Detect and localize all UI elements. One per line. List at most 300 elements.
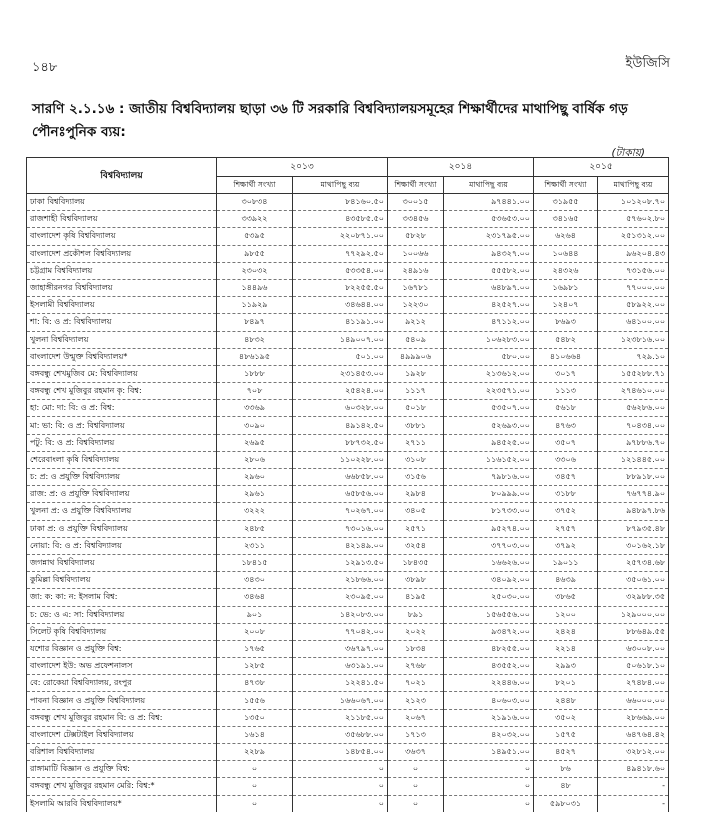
cost-2014: ৯৭৪৪১.০০: [444, 194, 534, 211]
students-2013: ২৯৬১: [217, 486, 293, 503]
students-2013: ২৩০৩২: [217, 262, 293, 279]
cost-2014: ৫৩৫০৭.০০: [444, 400, 534, 417]
university-name: বঙ্গবন্ধু শেখ মুজিবুর রহমান কৃ: বিশ্ব:: [27, 383, 217, 400]
table-row: [27, 537, 669, 554]
table-row: [27, 692, 669, 709]
students-2013: ১১৯২৯: [217, 297, 293, 314]
university-name: জাহাঙ্গীরনগর বিশ্ববিদ্যালয়: [27, 279, 217, 296]
students-2014: ৩৮৯৮: [388, 572, 444, 589]
students-2015: ১২৪০৭: [534, 297, 598, 314]
table-row: [27, 228, 669, 245]
table-row: [27, 709, 669, 726]
students-2013: ২৪৮৫: [217, 520, 293, 537]
university-name: ঢাকা বিশ্ববিদ্যালয়: [27, 194, 217, 211]
cost-2014: ৫২৬৯৩.০০: [444, 417, 534, 434]
table-row: [27, 726, 669, 743]
students-2013: ৩০৯০: [217, 417, 293, 434]
students-2014: ১৯২৮: [388, 365, 444, 382]
header-students: শিক্ষার্থী সংখ্যা: [217, 177, 293, 194]
cost-2015: ৯৬২০৪.৪৩: [598, 245, 669, 262]
cost-2014: ২৫০৩০.০০: [444, 589, 534, 606]
cost-2014: ৮০৯৯৯.০০: [444, 486, 534, 503]
table-body: [27, 194, 669, 812]
cost-2013: ২৩১৪৫৩.০০: [293, 365, 388, 382]
university-name: বাংলাদেশ প্রকৌশল বিশ্ববিদ্যালয়: [27, 245, 217, 262]
students-2013: ২৯৬০: [217, 469, 293, 486]
cost-2013: ৩৬৭৯৭.০০: [293, 640, 388, 657]
students-2015: ১১১৩: [534, 383, 598, 400]
cost-2014: ৯৪৩২৭.০০: [444, 245, 534, 262]
university-name: জগন্নাথ বিশ্ববিদ্যালয়: [27, 554, 217, 571]
university-name: বঙ্গবন্ধু শেখমুজিব মে: বিশ্ববিদ্যালয়: [27, 365, 217, 382]
students-2014: ৪১৯৫: [388, 589, 444, 606]
cost-2014: ০: [444, 761, 534, 778]
cost-2015: ২৫৭৩৪.৬৮: [598, 554, 669, 571]
students-2013: ১৮৮৮: [217, 365, 293, 382]
university-name: রাজ: প্র: ও প্রযুক্তি বিশ্ববিদ্যালয়: [27, 486, 217, 503]
table-row: [27, 331, 669, 348]
table-row: [27, 245, 669, 262]
students-2014: ৩২৫৪: [388, 537, 444, 554]
cost-2014: ৪৭১১২.০০: [444, 314, 534, 331]
students-2013: ৯৮৫৫: [217, 245, 293, 262]
university-name: বঙ্গবন্ধু শেখ মুজিবুর রহমান বি: ও প্র: বিশ্ব:: [27, 709, 217, 726]
students-2014: ৭০২১: [388, 675, 444, 692]
students-2013: ৮৪৯৭: [217, 314, 293, 331]
students-2015: ৩০১৭: [534, 365, 598, 382]
students-2014: ০: [388, 761, 444, 778]
cost-2014: ৬৪৮৯৭.০০: [444, 279, 534, 296]
cost-2013: ১৬৬০৬৭.০০: [293, 692, 388, 709]
cost-2013: ১৪২০৮৩.০০: [293, 606, 388, 623]
students-2013: ১৮৪১৫: [217, 554, 293, 571]
students-2014: ০: [388, 795, 444, 812]
header-year-2015: ২০১৫: [534, 158, 669, 177]
cost-2014: ২২৩৫৭১.০০: [444, 383, 534, 400]
cost-2015: ২৭৪৮৪.০০: [598, 675, 669, 692]
table-row: [27, 795, 669, 812]
table-row: [27, 279, 669, 296]
students-2014: ৫৮২৮: [388, 228, 444, 245]
university-name: বঙ্গবন্ধু শেখ মুজিবুর রহমান মেরি: বিশ্ব:*: [27, 778, 217, 795]
cost-2014: ৪৮২৫৫.০০: [444, 640, 534, 657]
students-2013: ৩৩৯২২: [217, 211, 293, 228]
cost-2015: ১৫৫২৮৮.৭১: [598, 365, 669, 382]
table-row: [27, 572, 669, 589]
cost-2013: ২১১৮৫.০০: [293, 709, 388, 726]
header-students: শিক্ষার্থী সংখ্যা: [534, 177, 598, 194]
cost-2015: ৬৬০০০.০০: [598, 692, 669, 709]
university-name: মা: ভা: বি: ও প্র: বিশ্ববিদ্যালয়: [27, 417, 217, 434]
university-name: রাজশাহী বিশ্ববিদ্যালয়: [27, 211, 217, 228]
cost-2014: ৫৮০.০০: [444, 348, 534, 365]
university-name: চট্টগ্রাম বিশ্ববিদ্যালয়: [27, 262, 217, 279]
students-2013: ৯০১: [217, 606, 293, 623]
cost-2014: ৭৯৮১৬.০০: [444, 469, 534, 486]
table-row: [27, 434, 669, 451]
cost-2015: ৮৭৯৩৫.৪৮: [598, 520, 669, 537]
students-2015: ৩৮৬৫: [534, 589, 598, 606]
students-2014: ২০২২: [388, 623, 444, 640]
table-row: [27, 314, 669, 331]
university-name: শা: বি: ও প্র: বিশ্ববিদ্যালয়: [27, 314, 217, 331]
students-2014: ২৭৬৮: [388, 658, 444, 675]
students-2014: ১৭১৩: [388, 726, 444, 743]
students-2015: ৮৬: [534, 761, 598, 778]
cost-2014: ৮১৭৩৩.০০: [444, 503, 534, 520]
cost-2015: ৫৭৬০২.৮০: [598, 211, 669, 228]
cost-2014: ০: [444, 778, 534, 795]
students-2015: ২৪৩২৬: [534, 262, 598, 279]
students-2013: ১৫৫৬: [217, 692, 293, 709]
header-year-2014: ২০১৪: [388, 158, 534, 177]
students-2015: ১৬৯৮১: [534, 279, 598, 296]
table-row: [27, 640, 669, 657]
students-2013: ১২৮৫: [217, 658, 293, 675]
cost-2013: ৫৩৩৫৪.০০: [293, 262, 388, 279]
students-2015: ৫৬১৮: [534, 400, 598, 417]
students-2015: ১৫৭৫: [534, 726, 598, 743]
students-2013: ৪৮৬১৯৫: [217, 348, 293, 365]
students-2013: ৩৪৩০: [217, 572, 293, 589]
students-2015: ৩৪৫৭: [534, 469, 598, 486]
table-row: [27, 503, 669, 520]
students-2013: ৪৭৩৮: [217, 675, 293, 692]
students-2013: ৭০৮: [217, 383, 293, 400]
students-2014: ১৮৩৪: [388, 640, 444, 657]
cost-2014: ৩৭৭০৩.০০: [444, 537, 534, 554]
cost-2013: ৩৫৬৮৮.০০: [293, 726, 388, 743]
cost-2015: -: [598, 778, 669, 795]
cost-2015: ৫৮৯২২.০০: [598, 297, 669, 314]
cost-2014: ৯৪৫২৫.০০: [444, 434, 534, 451]
university-name: বাংলাদেশ কৃষি বিশ্ববিদ্যালয়: [27, 228, 217, 245]
cost-2013: ৮৪১৬০.৫০: [293, 194, 388, 211]
students-2014: ১৮৪৩৫: [388, 554, 444, 571]
students-2015: ৮২০১: [534, 675, 598, 692]
cost-2013: ৪১১৯১.০০: [293, 314, 388, 331]
unit-label: (টাকায়): [611, 147, 645, 159]
university-name: শেরেবাংলা কৃষি বিশ্ববিদ্যালয়: [27, 451, 217, 468]
students-2015: ৩১৮৮: [534, 486, 598, 503]
students-2015: ২৪৪৮: [534, 692, 598, 709]
students-2014: ৩৩৪৫৬: [388, 211, 444, 228]
cost-2015: ৪৯৪১৮.৬০: [598, 761, 669, 778]
header-cost: মাথাপিছু ব্যয়: [444, 177, 534, 194]
cost-2015: ১২৩৮১৬.০০: [598, 331, 669, 348]
students-2015: ১৯০১১: [534, 554, 598, 571]
table-row: [27, 554, 669, 571]
university-name: ইসলামী বিশ্ববিদ্যালয়: [27, 297, 217, 314]
students-2014: ২৭১১: [388, 434, 444, 451]
students-2013: ১৩৫০: [217, 709, 293, 726]
cost-2015: ১২১৪৪৫.০০: [598, 451, 669, 468]
table-row: [27, 400, 669, 417]
students-2014: ১৬৭৮১: [388, 279, 444, 296]
students-2014: ৩০০১৫: [388, 194, 444, 211]
university-name: খুলনা বিশ্ববিদ্যালয়: [27, 331, 217, 348]
table-row: [27, 262, 669, 279]
students-2013: ২৩১১: [217, 537, 293, 554]
table-row: [27, 520, 669, 537]
cost-2013: ৬০৩২৮.০০: [293, 400, 388, 417]
table-row: [27, 365, 669, 382]
cost-2015: ৬৪১০০.০০: [598, 314, 669, 331]
cost-2015: ৮৮৬৪৯.৫৫: [598, 623, 669, 640]
students-2015: ৪১০৬৬৪: [534, 348, 598, 365]
cost-2013: ১৪৮৫৪.০০: [293, 744, 388, 761]
cost-2015: ২৭৪৬১০.০০: [598, 383, 669, 400]
table-row: [27, 778, 669, 795]
cost-2014: ৪৩৫৫২.০০: [444, 658, 534, 675]
cost-2014: ১০৬২৮৩.০০: [444, 331, 534, 348]
cost-2015: ৬৪৭৬৪.৪২: [598, 726, 669, 743]
university-name: ইসলামি আরবি বিশ্ববিদ্যালয়*: [27, 795, 217, 812]
cost-2014: ১১৬১৫২.০০: [444, 451, 534, 468]
cost-2013: ১২২৪১.৫০: [293, 675, 388, 692]
cost-2015: ৩২৯৮৮.৩৫: [598, 589, 669, 606]
university-name: চ: ভে: ও এ: সা: বিশ্ববিদ্যালয়: [27, 606, 217, 623]
university-name: রাঙ্গামাটি বিজ্ঞান ও প্রযুক্তি বিশ্ব:: [27, 761, 217, 778]
students-2015: ৪৭৬৩: [534, 417, 598, 434]
cost-2015: ৫৬২৮৬.০০: [598, 400, 669, 417]
students-2013: ২৬৯৫: [217, 434, 293, 451]
cost-2014: ২৩১৭৯৫.০০: [444, 228, 534, 245]
students-2015: ১২০০: [534, 606, 598, 623]
students-2013: ১৭৬৫: [217, 640, 293, 657]
table-row: [27, 606, 669, 623]
cost-2015: ৯৭৮৮৬.৭০: [598, 434, 669, 451]
cost-2013: ৭০২৬৭.০০: [293, 503, 388, 520]
students-2015: ৮৬৯৩: [534, 314, 598, 331]
cost-2013: ৮২২৫৫.৫০: [293, 279, 388, 296]
students-2015: ৩৭৯২: [534, 537, 598, 554]
students-2015: ২৯৯৩: [534, 658, 598, 675]
cost-2013: ৬৬৮৫৮.০০: [293, 469, 388, 486]
cost-2013: ৪৯১৪২.৫০: [293, 417, 388, 434]
students-2014: ৩৪০৫: [388, 503, 444, 520]
students-2013: ০: [217, 761, 293, 778]
students-2013: ৩৩৬৯: [217, 400, 293, 417]
cost-2015: ৩২৮১২.০০: [598, 744, 669, 761]
cost-2013: ৬৩১৯১.০০: [293, 658, 388, 675]
university-name: খুলনা প্র: ও প্রযুক্তি বিশ্ববিদ্যালয়: [27, 503, 217, 520]
cost-2015: -: [598, 795, 669, 812]
header-cost: মাথাপিছু ব্যয়: [293, 177, 388, 194]
table-row: [27, 348, 669, 365]
students-2014: ৩১০৮: [388, 451, 444, 468]
students-2013: ৩২২২: [217, 503, 293, 520]
students-2014: ২৫৭১: [388, 520, 444, 537]
university-name: কুমিল্লা বিশ্ববিদ্যালয়: [27, 572, 217, 589]
university-name: বাংলাদেশ টেক্সটাইল বিশ্ববিদ্যালয়: [27, 726, 217, 743]
cost-2013: ৪৩৫৮৫.৫০: [293, 211, 388, 228]
cost-2013: ০: [293, 795, 388, 812]
cost-2015: ৩৫০৬১.০০: [598, 572, 669, 589]
students-2015: ২২১৪: [534, 640, 598, 657]
cost-2014: ৯৩৪৭২.০০: [444, 623, 534, 640]
university-name: পাবনা বিজ্ঞান ও প্রযুক্তি বিশ্ববিদ্যালয়: [27, 692, 217, 709]
table-row: [27, 297, 669, 314]
cost-2014: ৪২০৩২.০০: [444, 726, 534, 743]
students-2015: ৩৫০৭: [534, 434, 598, 451]
students-2015: ৫৪৮২: [534, 331, 598, 348]
students-2013: ৩৪৬৪: [217, 589, 293, 606]
students-2015: ৩৩০৬: [534, 451, 598, 468]
cost-2013: ৮৮৭৩২.৫০: [293, 434, 388, 451]
table-row: [27, 589, 669, 606]
page-number: ১৪৮: [32, 60, 58, 75]
university-name: পটু: বি: ও প্র: বিশ্ববিদ্যালয়: [27, 434, 217, 451]
students-2015: ৪৮: [534, 778, 598, 795]
students-2013: ৩০৮৩৪: [217, 194, 293, 211]
table-row: [27, 486, 669, 503]
cost-2013: ৪২১৪৯.০০: [293, 537, 388, 554]
university-name: হা: মো: দা: বি: ও প্র: বিশ্ব:: [27, 400, 217, 417]
header-students: শিক্ষার্থী সংখ্যা: [388, 177, 444, 194]
students-2014: ২০৬৭: [388, 709, 444, 726]
table-row: [27, 451, 669, 468]
cost-2014: ৯৫২৭৪.০০: [444, 520, 534, 537]
students-2015: ৫৯৮০৩১: [534, 795, 598, 812]
table-row: [27, 623, 669, 640]
students-2014: ৩৮৮১: [388, 417, 444, 434]
cost-2014: ২১৯১৬.০০: [444, 709, 534, 726]
header-year-2013: ২০১৩: [217, 158, 388, 177]
table-caption: সারণি ২.১.১৬ : জাতীয় বিশ্ববিদ্যালয় ছাড়া ৩৬ টি সরকারি বিশ্ববিদ্যালয়সমূহের শিক্ষার্থীদের মাথাপিছু বার্ষিক গড় পৌনঃপুনিক ব্যয়:: [32, 101, 628, 140]
cost-2015: ৯৪৮৯৭.৮৬: [598, 503, 669, 520]
data-table: [26, 157, 669, 812]
cost-2014: ৪২৫২৭.০০: [444, 297, 534, 314]
students-2013: ৫৩৯৫: [217, 228, 293, 245]
cost-2015: ৭৭০০০.০০: [598, 279, 669, 296]
students-2014: ১১১৭: [388, 383, 444, 400]
cost-2015: ৩০১৬২.১৮: [598, 537, 669, 554]
university-name: নোয়া: বি: ও প্র: বিশ্ববিদ্যালয়: [27, 537, 217, 554]
students-2014: ২৪৯১৬: [388, 262, 444, 279]
cost-2014: ৫৩৬৫৩.০০: [444, 211, 534, 228]
table-row: [27, 469, 669, 486]
cost-2014: ১৪৯৫১.০০: [444, 744, 534, 761]
cost-2014: ২১৩৬১২.০০: [444, 365, 534, 382]
students-2014: ৫৪০৯: [388, 331, 444, 348]
cost-2013: ০: [293, 761, 388, 778]
cost-2015: ৭০৪৩৪.০০: [598, 417, 669, 434]
cost-2013: ৩৪৬৪৪.০০: [293, 297, 388, 314]
cost-2014: ৫৫৫৮২.০০: [444, 262, 534, 279]
students-2013: ০: [217, 778, 293, 795]
cost-2015: ১০১২০৮.৭০: [598, 194, 669, 211]
students-2015: ৩১৯৫৫: [534, 194, 598, 211]
cost-2013: ৭৭০৪২.০০: [293, 623, 388, 640]
students-2014: ২১২৩: [388, 692, 444, 709]
cost-2013: ২৫৪২৪.০০: [293, 383, 388, 400]
cost-2014: ৩৪০৯২.০০: [444, 572, 534, 589]
cost-2014: ১৬৬২৬.০০: [444, 554, 534, 571]
cost-2015: ৫০৬১৮.১০: [598, 658, 669, 675]
students-2013: ৪৮৩২: [217, 331, 293, 348]
cost-2013: ১১০২২৮.০০: [293, 451, 388, 468]
university-name: বাংলাদেশ ইউ: অভ প্রফেশনালস: [27, 658, 217, 675]
cost-2015: ৭৬৭৭৪.৯০: [598, 486, 669, 503]
students-2013: ১৬১৪: [217, 726, 293, 743]
table-row: [27, 658, 669, 675]
cost-2013: ৭৭২৯২.৫০: [293, 245, 388, 262]
cost-2015: ১২৯০০০.০০: [598, 606, 669, 623]
university-name: যশোর বিজ্ঞান ও প্রযুক্তি বিশ্ব:: [27, 640, 217, 657]
students-2013: ০: [217, 795, 293, 812]
cost-2015: ৭২৯.১০: [598, 348, 669, 365]
cost-2013: ৬৫৮৫৬.০০: [293, 486, 388, 503]
students-2015: ৪৬৩৯: [534, 572, 598, 589]
university-name: সিলেট কৃষি বিশ্ববিদ্যালয়: [27, 623, 217, 640]
table-row: [27, 417, 669, 434]
students-2013: ২৮০৬: [217, 451, 293, 468]
org-header: ইউজিসি: [625, 56, 670, 71]
cost-2014: ০: [444, 795, 534, 812]
university-name: জা: ক: কা: ন: ইসলাম বিশ্ব:: [27, 589, 217, 606]
table-row: [27, 675, 669, 692]
students-2014: ৫০১৮: [388, 400, 444, 417]
students-2015: ৪৫২৭: [534, 744, 598, 761]
students-2014: ২৯৮৪: [388, 486, 444, 503]
university-name: বাংলাদেশ উন্মুক্ত বিশ্ববিদ্যালয়*: [27, 348, 217, 365]
university-name: চ: প্র: ও প্রযুক্তি বিশ্ববিদ্যালয়: [27, 469, 217, 486]
students-2014: ৩৬৩৭: [388, 744, 444, 761]
cost-2014: ১৫৬৫৫৬.০০: [444, 606, 534, 623]
table-row: [27, 383, 669, 400]
table-row: [27, 761, 669, 778]
cost-2013: ৫০১.০০: [293, 348, 388, 365]
cost-2013: ২২০৮৭১.০০: [293, 228, 388, 245]
students-2014: ৮৯১: [388, 606, 444, 623]
students-2014: ৪৯৯৯০৬: [388, 348, 444, 365]
students-2014: ৯২১২: [388, 314, 444, 331]
table-row: [27, 744, 669, 761]
university-name: ঢাকা প্র: ও প্রযুক্তি বিশ্ববিদ্যালয়: [27, 520, 217, 537]
cost-2015: ৬৩০০৮.০০: [598, 640, 669, 657]
header-university: বিশ্ববিদ্যালয়: [27, 158, 217, 194]
students-2013: ১৪৪৯৬: [217, 279, 293, 296]
students-2015: ৩৪১৬৫: [534, 211, 598, 228]
university-name: বরিশাল বিশ্ববিদ্যালয়: [27, 744, 217, 761]
header-cost: মাথাপিছু ব্যয়: [598, 177, 669, 194]
cost-2013: ১২৯১৩.৫০: [293, 554, 388, 571]
students-2013: ২২৮৯: [217, 744, 293, 761]
cost-2015: ৭৩১৫৬.০০: [598, 262, 669, 279]
cost-2013: ০: [293, 778, 388, 795]
cost-2014: ৪০৬০৩.০০: [444, 692, 534, 709]
cost-2013: ২৩০৯৫.০০: [293, 589, 388, 606]
cost-2015: ২৮৬৬৯.০০: [598, 709, 669, 726]
cost-2015: ৮৮৯১৮.০০: [598, 469, 669, 486]
students-2014: ০: [388, 778, 444, 795]
cost-2014: ২২৪৪৬.০০: [444, 675, 534, 692]
students-2015: ১০৬৪৪: [534, 245, 598, 262]
students-2014: ৩১৫৬: [388, 469, 444, 486]
students-2014: ১২২৩০: [388, 297, 444, 314]
students-2015: ৬২৬৪: [534, 228, 598, 245]
students-2014: ১০০৬৬: [388, 245, 444, 262]
cost-2013: ১৪৯০০৭.০০: [293, 331, 388, 348]
university-name: বে: রোকেয়া বিশ্ববিদ্যালয়, রংপুর: [27, 675, 217, 692]
cost-2013: ৭৩০১৬.০০: [293, 520, 388, 537]
students-2015: ৩৭৫২: [534, 503, 598, 520]
table-row: [27, 211, 669, 228]
students-2015: ৩৫০২: [534, 709, 598, 726]
students-2015: ২৭৫৭: [534, 520, 598, 537]
table-row: [27, 194, 669, 211]
